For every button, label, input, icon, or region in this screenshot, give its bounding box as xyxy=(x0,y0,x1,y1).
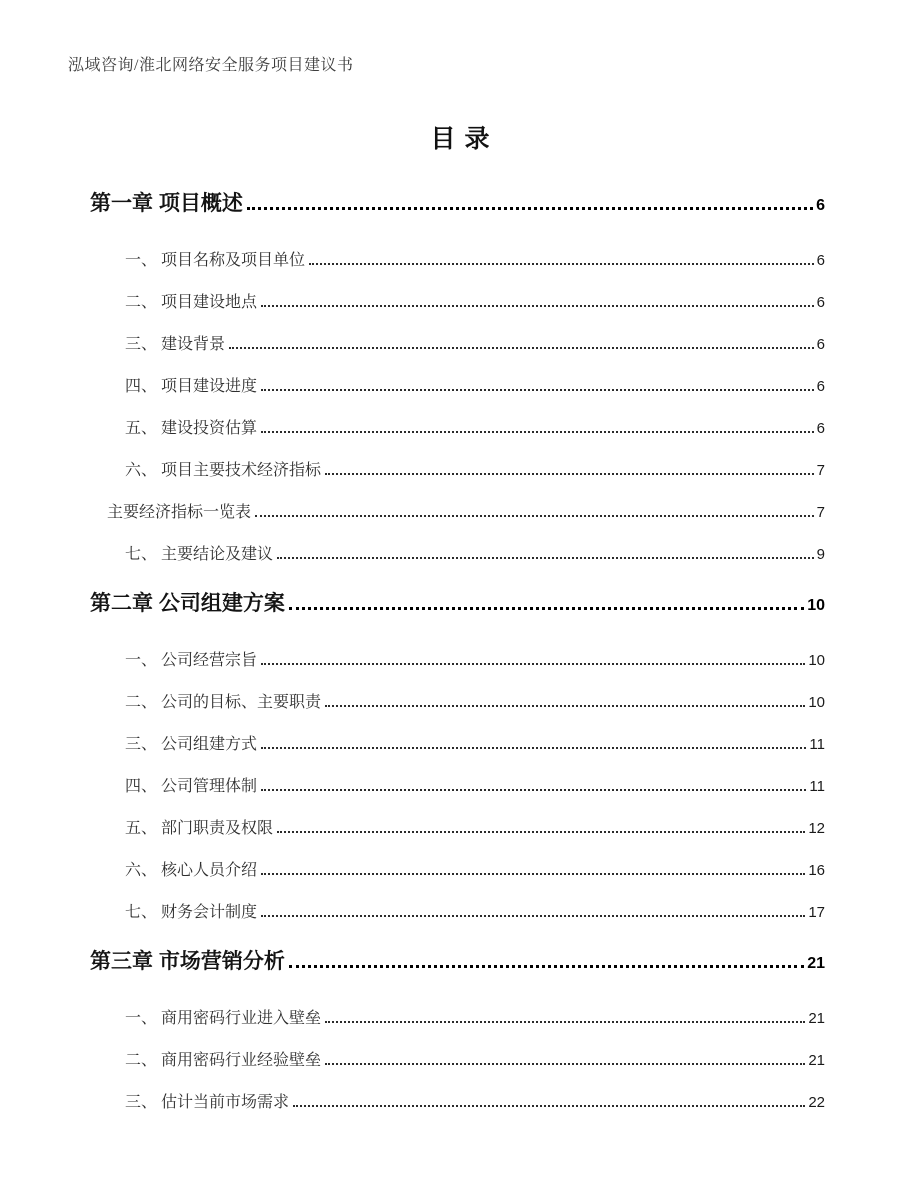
toc-entry-label: 一、 公司经营宗旨 xyxy=(125,652,258,669)
dot-leader xyxy=(261,873,805,875)
toc-entry-label: 五、 建设投资估算 xyxy=(125,420,258,437)
toc-entry[interactable] xyxy=(125,860,825,881)
toc-chapter-entry[interactable] xyxy=(90,949,825,976)
toc-entry-label: 一、 项目名称及项目单位 xyxy=(125,252,306,269)
dot-leader xyxy=(277,557,814,559)
toc-entry[interactable] xyxy=(125,544,825,565)
toc-title: 目录 xyxy=(430,126,499,153)
table-of-contents xyxy=(0,155,920,1113)
dot-leader xyxy=(309,263,814,265)
dot-leader xyxy=(289,607,804,610)
dot-leader xyxy=(293,1105,805,1107)
toc-chapter-label: 第三章 市场营销分析 xyxy=(90,950,285,973)
toc-entry-label: 六、 项目主要技术经济指标 xyxy=(125,462,322,479)
toc-entry[interactable] xyxy=(125,292,825,313)
toc-entry-label: 四、 公司管理体制 xyxy=(125,778,258,795)
toc-page-number: 6 xyxy=(816,294,825,311)
dot-leader xyxy=(325,705,805,707)
toc-entry-label: 二、 商用密码行业经验壁垒 xyxy=(125,1052,322,1069)
toc-page-number: 10 xyxy=(808,652,825,669)
toc-entry-label: 四、 项目建设进度 xyxy=(125,378,258,395)
toc-chapter-entry[interactable] xyxy=(90,191,825,218)
toc-entry[interactable] xyxy=(125,1008,825,1029)
dot-leader xyxy=(261,747,806,749)
toc-page-number: 7 xyxy=(816,504,825,521)
toc-entry[interactable] xyxy=(125,1092,825,1113)
toc-entry-label: 三、 公司组建方式 xyxy=(125,736,258,753)
toc-entry[interactable] xyxy=(125,376,825,397)
toc-entry-label: 主要经济指标一览表 xyxy=(107,504,252,521)
toc-entry-label: 五、 部门职责及权限 xyxy=(125,820,274,837)
dot-leader xyxy=(261,389,814,391)
toc-entry-label: 三、 估计当前市场需求 xyxy=(125,1094,290,1111)
toc-page-number: 7 xyxy=(816,462,825,479)
toc-entry[interactable] xyxy=(125,650,825,671)
toc-entry-label: 二、 公司的目标、主要职责 xyxy=(125,694,322,711)
toc-page-number: 21 xyxy=(808,1010,825,1027)
toc-entry-label: 七、 主要结论及建议 xyxy=(125,546,274,563)
dot-leader xyxy=(255,515,814,517)
toc-entry[interactable] xyxy=(125,776,825,797)
toc-page-number: 22 xyxy=(808,1094,825,1111)
toc-chapter-label: 第二章 公司组建方案 xyxy=(90,592,285,615)
toc-entry[interactable] xyxy=(125,692,825,713)
toc-entry-label: 六、 核心人员介绍 xyxy=(125,862,258,879)
document-header xyxy=(68,52,353,75)
toc-entry[interactable] xyxy=(125,1050,825,1071)
dot-leader xyxy=(229,347,814,349)
toc-page-number: 6 xyxy=(816,420,825,437)
toc-page-number: 6 xyxy=(816,252,825,269)
toc-chapter-entry[interactable] xyxy=(90,591,825,618)
toc-entry[interactable] xyxy=(125,818,825,839)
toc-entry-label: 七、 财务会计制度 xyxy=(125,904,258,921)
toc-page-number: 6 xyxy=(816,336,825,353)
toc-entry-label: 二、 项目建设地点 xyxy=(125,294,258,311)
dot-leader xyxy=(247,207,813,210)
dot-leader xyxy=(261,431,814,433)
dot-leader xyxy=(277,831,805,833)
toc-page-number: 11 xyxy=(809,778,825,795)
toc-page-number: 9 xyxy=(816,546,825,563)
dot-leader xyxy=(325,1021,805,1023)
header-text: 泓域咨询/淮北网络安全服务项目建议书 xyxy=(68,57,354,74)
dot-leader xyxy=(261,663,805,665)
toc-page-number: 21 xyxy=(807,955,825,972)
toc-page-number: 10 xyxy=(808,694,825,711)
dot-leader xyxy=(261,915,805,917)
toc-entry-label: 三、 建设背景 xyxy=(125,336,226,353)
toc-page-number: 12 xyxy=(808,820,825,837)
toc-entry[interactable] xyxy=(125,460,825,481)
toc-page-number: 11 xyxy=(809,736,825,753)
toc-entry[interactable] xyxy=(125,334,825,355)
toc-entry[interactable] xyxy=(125,250,825,271)
toc-page-number: 6 xyxy=(816,197,825,214)
toc-entry[interactable] xyxy=(125,734,825,755)
toc-entry-label: 一、 商用密码行业进入壁垒 xyxy=(125,1010,322,1027)
dot-leader xyxy=(289,965,804,968)
toc-page-number: 17 xyxy=(808,904,825,921)
toc-page-number: 21 xyxy=(808,1052,825,1069)
toc-page-number: 16 xyxy=(808,862,825,879)
toc-page-number: 10 xyxy=(807,597,825,614)
toc-entry[interactable] xyxy=(125,418,825,439)
dot-leader xyxy=(325,473,814,475)
dot-leader xyxy=(261,305,814,307)
toc-entry[interactable] xyxy=(107,502,825,523)
dot-leader xyxy=(261,789,806,791)
toc-entry[interactable] xyxy=(125,902,825,923)
toc-chapter-label: 第一章 项目概述 xyxy=(90,192,243,215)
dot-leader xyxy=(325,1063,805,1065)
toc-page-number: 6 xyxy=(816,378,825,395)
